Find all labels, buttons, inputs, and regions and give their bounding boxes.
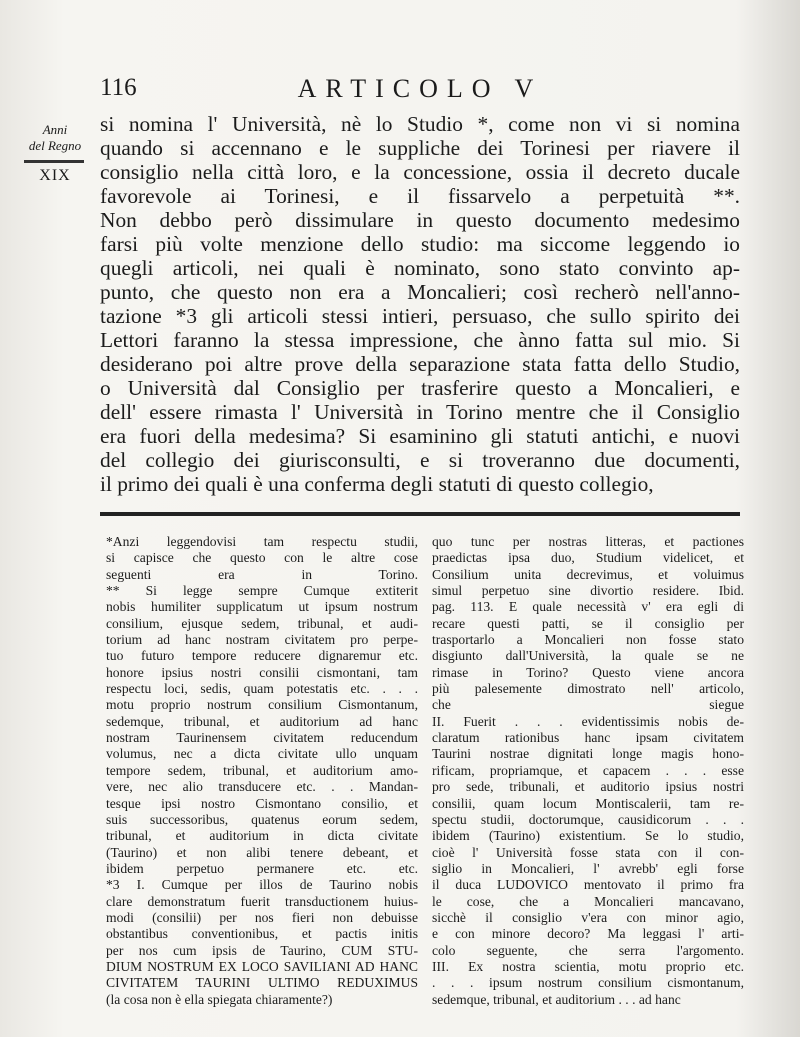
footnote-line: clare demonstratum fuerit transductionem huius- [106, 893, 418, 909]
footnote-line: recare questi patti, se il consiglio per [432, 615, 744, 631]
footnote-line: si capisce che questo con le altre cose [106, 550, 418, 566]
footnote-line: nostram Taurinensem civitatem reducendum [106, 730, 418, 746]
footnote-line: quo tunc per nostras litteras, et pactiones [432, 534, 744, 549]
footnote-line: cioè l' Università fosse stata con il con- [432, 844, 744, 860]
footnote-line: *Anzi leggendovisi tam respectu studii, [106, 534, 418, 549]
footnote-line: ibidem (Taurino) existentium. Se lo studio, [432, 828, 744, 844]
main-text-line: consiglio nella città loro, e la concessione, ossia il decreto ducale [100, 160, 740, 184]
main-text-line: desiderano poi altre prove della separazione stata fatta dello Studio, [100, 352, 740, 376]
footnote-line: sicchè il consiglio v'era con minor agio, [432, 909, 744, 925]
footnote-line: rificam, propriamque, et capacem . . . esse [432, 762, 744, 778]
running-title: ARTICOLO V [297, 74, 543, 103]
main-text-line: Non debbo però dissimulare in questo documento medesimo [100, 208, 740, 232]
main-text-line: tazione *3 gli articoli stessi intieri, persuaso, che sullo spirito dei [100, 304, 740, 328]
main-text-line: dell' essere rimasta l' Università in Torino mentre che il Consiglio [100, 400, 740, 424]
footnote-line: tesque ipsi nostro Cismontano consilio, et [106, 795, 418, 811]
footnote-line: DIUM NOSTRUM EX LOCO SAVILIANI AD HANC [106, 958, 418, 974]
margin-note [14, 122, 96, 185]
footnote-line: motu proprio nostrum consilium Cismontanum, [106, 697, 418, 713]
footnote-line: II. Fuerit . . . evidentissimis nobis de- [432, 713, 744, 729]
margin-note-number: XIX [39, 167, 71, 184]
footnote-line: respectu loci, sedis, quam potestatis etc. . . . [106, 681, 418, 697]
footnote-line: claratum rationibus hanc ipsam civitatem [432, 730, 744, 746]
footnote-line: torium ad hanc nostram civitatem pro perpe- [106, 632, 418, 648]
footnotes-right-column [432, 534, 744, 1008]
footnote-line: obstantibus conventionibus, et pactis initis [106, 926, 418, 942]
main-text-line: Lettori faranno la stessa impressione, che ànno fatta sul mio. Si [100, 328, 740, 352]
footnote-line: Taurini nostrae dignitati longe magis hono- [432, 746, 744, 762]
main-text-line: del collegio dei giurisconsulti, e si troveranno due documenti, [100, 448, 740, 472]
footnote-line: per nos cum ipsis de Taurino, CUM STU- [106, 942, 418, 958]
footnote-line: consilii, quam locum Montiscalerii, tam re- [432, 795, 744, 811]
footnote-line: ibidem perpetuo permanere etc. etc. [106, 860, 418, 876]
footnote-line: tribunal, et auditorium in dicta civitate [106, 828, 418, 844]
footnote-separator [100, 512, 740, 516]
footnote-line: disgiunto dall'Università, la quale se ne [432, 648, 744, 664]
main-text [100, 112, 740, 496]
margin-note-rule [24, 160, 84, 163]
footnote-line: III. Ex nostra scientia, motu proprio etc. [432, 958, 744, 974]
footnote-line: vere, nec alio transducere etc. . . Mandan- [106, 779, 418, 795]
footnote-line: sedemque, tribunal, et auditorium ad hanc [106, 713, 418, 729]
main-text-line: quegli articoli, nei quali è nominato, sono stato convinto ap- [100, 256, 740, 280]
footnote-line: seguenti era in Torino. [106, 566, 418, 582]
footnote-line: che siegue [432, 697, 744, 713]
main-text-line: si nomina l' Università, nè lo Studio *, come non vi si nomina [100, 112, 740, 136]
footnote-line: ** Si legge sempre Cumque extiterit [106, 583, 418, 599]
footnote-line: tuo futuro tempore reducere dignaremur etc. [106, 648, 418, 664]
footnote-line: pro sede, tribunali, et auditorio ipsius nostri [432, 779, 744, 795]
footnote-line: sedemque, tribunal, et auditorium . . . ad hanc [432, 991, 681, 1007]
main-text-line: farsi più volte menzione dello studio: ma siccome leggendo io [100, 232, 740, 256]
footnote-line: consilium, ejusque sedem, tribunal, et audi- [106, 615, 418, 631]
footnotes-left-column [106, 534, 418, 1008]
footnote-line: spectu studii, doctorumque, causidicorum . . . [432, 811, 744, 827]
footnote-line: (la cosa non è ella spiegata chiaramente?) [106, 991, 333, 1007]
footnote-line: rimase in Torino? Questo viene ancora [432, 664, 744, 680]
main-text-line: era fuori della medesima? Si esaminino gli statuti antichi, e nuovi [100, 424, 740, 448]
footnote-line: il duca LUDOVICO mentovato il primo fra [432, 877, 744, 893]
main-text-line: quando si accennano e le suppliche dei Torinesi per riavere il [100, 136, 740, 160]
footnote-line: *3 I. Cumque per illos de Taurino nobis [106, 877, 418, 893]
page-number: 116 [100, 74, 137, 101]
footnote-line: praedictas ipsa duo, Studium videlicet, et [432, 550, 744, 566]
footnote-line: suis successoribus, quatenus eorum sedem, [106, 811, 418, 827]
page-header [100, 74, 740, 114]
main-text-line: favorevole ai Torinesi, e il fissarvelo a perpetuità **. [100, 184, 740, 208]
footnote-line: più palesemente dimostrato nell' articolo, [432, 681, 744, 697]
footnote-line: volumus, nec a dicta civitate ullo unquam [106, 746, 418, 762]
main-text-line: il primo dei quali è una conferma degli statuti di questo collegio, [100, 472, 654, 496]
footnote-line: CIVITATEM TAURINI ULTIMO REDUXIMUS [106, 975, 418, 991]
main-text-line: punto, che questo non era a Moncalieri; così recherò nell'anno- [100, 280, 740, 304]
footnote-line: siglio in Moncalieri, l' avrebb' egli forse [432, 860, 744, 876]
margin-note-line: Anni [42, 122, 68, 137]
footnote-line: le cose, che a Moncalieri mancavano, [432, 893, 744, 909]
footnote-line: tempore sedem, tribunal, et auditorium amo- [106, 762, 418, 778]
main-text-line: o Università dal Consiglio per trasferire questo a Moncalieri, e [100, 376, 740, 400]
footnote-line: modi (consilii) per nos fieri non debuisse [106, 909, 418, 925]
footnote-line: nobis humiliter supplicatum ut ipsum nostrum [106, 599, 418, 615]
footnote-line: honore ipsius nostri consilii cismontani, tam [106, 664, 418, 680]
footnote-line: (Taurino) et non alibi tenere debeant, et [106, 844, 418, 860]
footnote-line: e con minore decoro? Ma leggasi l' arti- [432, 926, 744, 942]
footnote-line: trasportarlo a Moncalieri non fosse stato [432, 632, 744, 648]
footnote-line: . . . ipsum nostrum consilium cismontanum, [432, 975, 744, 991]
margin-note-line: del Regno [28, 138, 82, 153]
footnote-line: pag. 113. E quale necessità v' era egli di [432, 599, 744, 615]
footnote-line: simul perpetuo sine divortio residere. Ibid. [432, 583, 744, 599]
footnote-line: colo seguente, che serra l'argomento. [432, 942, 744, 958]
footnote-line: Consilium unita decrevimus, et voluimus [432, 566, 744, 582]
